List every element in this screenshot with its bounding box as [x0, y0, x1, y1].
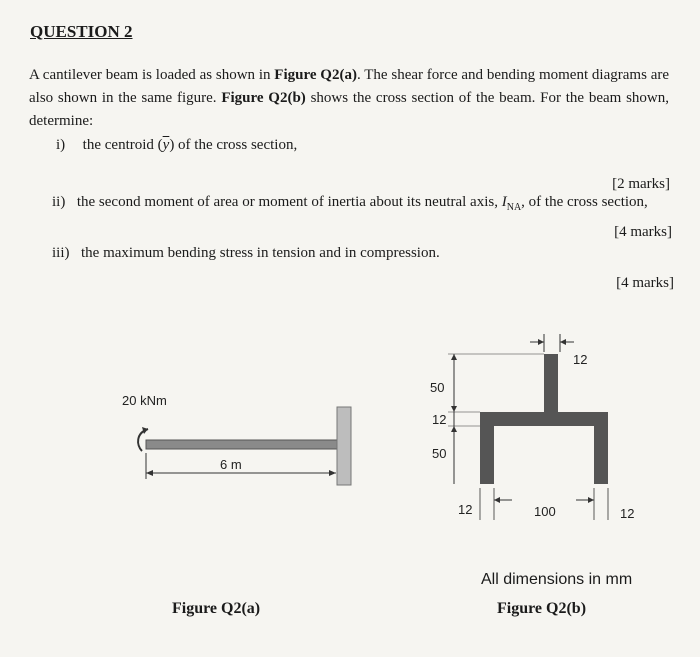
dim-leg-arrow-icon	[451, 426, 457, 432]
cross-section-diagram	[420, 328, 660, 528]
section-right-leg	[594, 426, 608, 484]
inertia-symbol: I	[501, 194, 507, 210]
intro-text-2: . The shear force and bending moment diagrams are also shown in the same figure.	[29, 67, 670, 106]
part-ii	[52, 194, 648, 213]
intro-text-3: shows the cross section of the beam. For the beam shown, determine:	[29, 90, 669, 129]
part-ii-number: ii)	[52, 194, 66, 210]
web-height-label: 50	[430, 380, 445, 395]
length-left-arrow-icon	[146, 470, 153, 476]
flange-thickness-label: 12	[432, 412, 447, 427]
dim-flange-arrow-icon	[451, 406, 457, 412]
section-web	[544, 354, 558, 412]
part-ii-text-b: , of the cross section,	[521, 194, 648, 210]
moment-label: 20 kNm	[122, 393, 167, 408]
figure-b-reference: Figure Q2(b)	[221, 90, 306, 106]
length-right-arrow-icon	[329, 470, 336, 476]
question-heading: QUESTION 2	[30, 22, 133, 41]
part-iii-number: iii)	[52, 245, 70, 261]
beam	[146, 440, 338, 449]
cantilever-diagram	[110, 385, 360, 495]
part-ii-marks: [4 marks]	[614, 224, 672, 240]
inner-dim-right-arrow-icon	[588, 497, 594, 503]
section-left-leg	[480, 426, 494, 484]
part-iii-marks: [4 marks]	[616, 275, 674, 291]
figure-a-reference: Figure Q2(a)	[274, 67, 357, 83]
figure-b-caption: Figure Q2(b)	[497, 600, 587, 617]
part-i	[56, 137, 297, 154]
fixed-wall	[337, 407, 351, 485]
web-dim-left-arrow-icon	[538, 339, 544, 345]
part-iii	[52, 245, 440, 262]
right-leg-width-label: 12	[620, 506, 635, 521]
part-iii-text: the maximum bending stress in tension and in compression.	[81, 245, 440, 261]
question-intro	[29, 64, 669, 133]
dim-top-arrow-icon	[451, 354, 457, 360]
part-i-text-a: the centroid (	[82, 137, 163, 153]
intro-text-1: A cantilever beam is loaded as shown in	[29, 67, 275, 83]
part-ii-text-a: the second moment of area or moment of inertia about its neutral axis,	[76, 194, 502, 210]
length-label: 6 m	[220, 457, 242, 472]
section-flange	[480, 412, 608, 426]
part-i-marks: [2 marks]	[612, 176, 670, 192]
inner-width-label: 100	[534, 504, 556, 519]
left-leg-width-label: 12	[458, 502, 473, 517]
units-note: All dimensions in mm	[481, 571, 633, 588]
inner-dim-left-arrow-icon	[494, 497, 500, 503]
centroid-symbol: $\overline{y}$	[162, 137, 170, 153]
web-thickness-label: 12	[573, 352, 588, 367]
web-dim-right-arrow-icon	[560, 339, 566, 345]
figure-a-caption: Figure Q2(a)	[172, 600, 261, 617]
part-i-number: i)	[56, 137, 66, 153]
part-i-text-b: ) of the cross section,	[169, 137, 298, 153]
leg-height-label: 50	[432, 446, 447, 461]
inertia-subscript: NA	[506, 202, 522, 213]
